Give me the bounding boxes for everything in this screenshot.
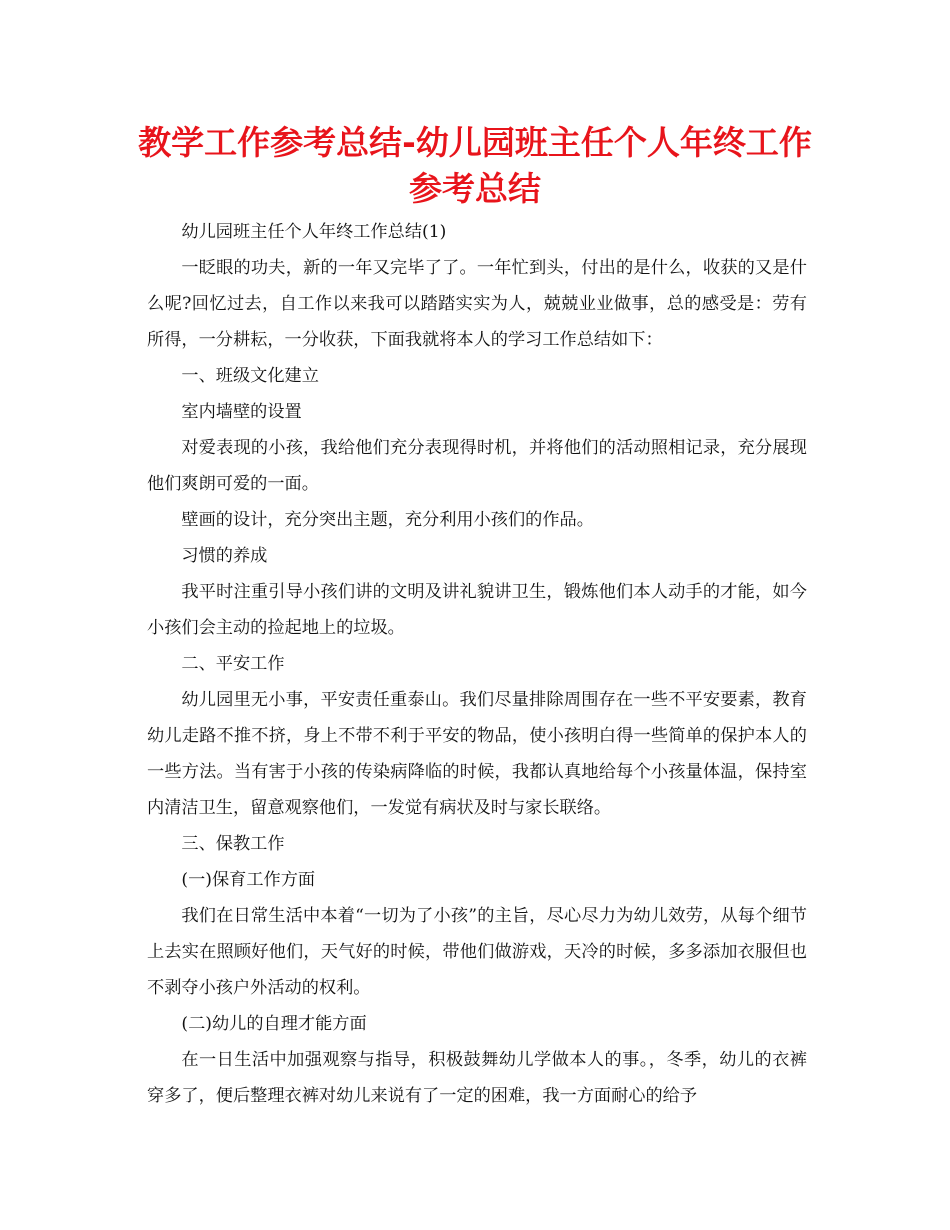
paragraph: 对爱表现的小孩，我给他们充分表现得时机，并将他们的活动照相记录，充分展现他们爽朗可爱的一面。 bbox=[147, 438, 807, 494]
section-heading: 一、班级文化建立 bbox=[181, 366, 319, 386]
section-heading: 幼儿园班主任个人年终工作总结(1) bbox=[181, 222, 447, 242]
paragraph: 一眨眼的功夫，新的一年又完毕了了。一年忙到头，付出的是什么，收获的又是什么呢?回忆过去，自工作以来我可以踏踏实实为人，兢兢业业做事，总的感受是：劳有所得，一分耕耘，一分收获，下面我就将本人的学习工作总结如下： bbox=[147, 258, 807, 350]
document-body bbox=[147, 214, 807, 1114]
paragraph: 在一日生活中加强观察与指导，积极鼓舞幼儿学做本人的事。，冬季，幼儿的衣裤穿多了，便后整理衣裤对幼儿来说有了一定的困难，我一方面耐心的给予 bbox=[147, 1050, 807, 1106]
section-heading: 二、平安工作 bbox=[181, 654, 285, 674]
paragraph: 我平时注重引导小孩们讲的文明及讲礼貌讲卫生，锻炼他们本人动手的才能，如今小孩们会主动的捡起地上的垃圾。 bbox=[147, 582, 807, 638]
paragraph: 幼儿园里无小事，平安责任重泰山。我们尽量排除周围存在一些不平安要素，教育幼儿走路不推不挤，身上不带不利于平安的物品，使小孩明白得一些简单的保护本人的一些方法。当有害于小孩的传染病降临的时候，我都认真地给每个小孩量体温，保持室内清洁卫生，留意观察他们，一发觉有病状及时与家长联络。 bbox=[147, 690, 807, 818]
paragraph: 壁画的设计，充分突出主题，充分利用小孩们的作品。 bbox=[181, 510, 594, 530]
subsection-heading: 习惯的养成 bbox=[181, 546, 268, 566]
subsection-heading: 室内墙壁的设置 bbox=[181, 402, 302, 422]
document-title: 教学工作参考总结-幼儿园班主任个人年终工作参考总结 bbox=[138, 123, 812, 208]
section-heading: 三、保教工作 bbox=[181, 834, 285, 854]
paragraph: 我们在日常生活中本着“一切为了小孩”的主旨，尽心尽力为幼儿效劳，从每个细节上去实在照顾好他们，天气好的时候，带他们做游戏，天冷的时候，多多添加衣服但也不剥夺小孩户外活动的权利。 bbox=[147, 906, 807, 998]
subsection-heading: (二)幼儿的自理才能方面 bbox=[181, 1014, 367, 1034]
subsection-heading: (一)保育工作方面 bbox=[181, 870, 316, 890]
